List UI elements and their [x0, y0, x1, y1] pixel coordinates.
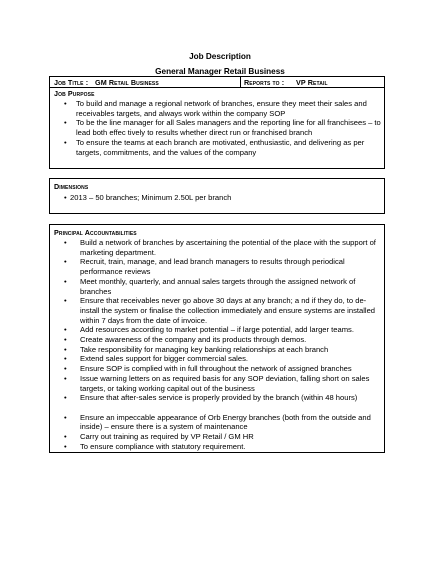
list-item: • To be the line manager for all Sales managers and the reporting line for all franchisees – to lead both effec tively to results whether direct run or franchised branch	[64, 118, 381, 138]
bullet-icon: •	[64, 118, 67, 128]
bullet-icon: •	[64, 373, 67, 383]
list-item: • Extend sales support for bigger commercial sales.	[64, 354, 248, 364]
bullet-icon: •	[64, 137, 67, 147]
bullet-icon: •	[64, 238, 67, 247]
job-purpose-heading: Job Purpose	[54, 89, 95, 98]
list-item: • Ensure an impeccable appearance of Orb Energy branches (both from the outside and inside) – ensure there is a system of maintenance	[64, 412, 371, 432]
job-title-label: Job Title :	[54, 78, 89, 87]
bullet-icon: •	[64, 193, 67, 202]
reports-to-value: VP Retail	[296, 78, 328, 87]
list-item: • Ensure that receivables never go above 30 days at any branch; a nd if they do, to de-install the system or finalise the collection immediately and ensure systems are installed within 7 days from the date of invoice.	[64, 296, 376, 325]
list-item: • To ensure compliance with statutory requirement.	[64, 441, 246, 451]
reports-to-label: Reports to :	[244, 78, 285, 87]
list-item: • To ensure the teams at each branch are motivated, enthusiastic, and delivering as per targets, commitments, and the values of the company	[64, 137, 365, 157]
list-item: • Create awareness of the company and its products through demos.	[64, 335, 307, 345]
list-item: • Ensure that after-sales service is properly provided by the branch (within 48 hours)	[64, 393, 358, 403]
bullet-icon: •	[64, 335, 67, 345]
accountabilities-section	[49, 224, 385, 453]
list-item: • Build a network of branches by ascertaining the potential of the place with the support of marketing department.	[64, 238, 376, 257]
document-subtitle: General Manager Retail Business	[155, 67, 285, 76]
bullet-icon: •	[64, 99, 67, 108]
list-item: • Recruit, train, manage, and lead branch managers to results through periodical performance reviews	[64, 257, 345, 277]
accountabilities-heading: Principal Accountabilities	[54, 228, 137, 237]
bullet-icon: •	[64, 296, 67, 306]
dimensions-list	[64, 193, 382, 203]
bullet-icon: •	[64, 325, 67, 335]
dimensions-heading: Dimensions	[54, 182, 89, 191]
bullet-icon: •	[64, 364, 67, 374]
bullet-icon: •	[64, 344, 67, 354]
job-purpose-section	[49, 87, 385, 169]
list-item: • 2013 – 50 branches; Minimum 2.50L per branch	[64, 193, 232, 202]
bullet-icon: •	[64, 393, 67, 403]
list-item: • Add resources according to market potential – if large potential, add larger teams.	[64, 325, 354, 335]
document-title: Job Description	[189, 52, 251, 61]
bullet-icon: •	[64, 412, 67, 422]
job-purpose-list	[64, 99, 382, 157]
bullet-icon: •	[64, 257, 67, 267]
list-item: • Take responsibility for managing key banking relationships at each branch	[64, 344, 329, 354]
list-item: • Carry out training as required by VP Retail / GM HR	[64, 432, 254, 442]
job-title-value: GM Retail Business	[95, 78, 159, 87]
list-item-blank	[64, 403, 382, 413]
dimensions-section	[49, 178, 385, 214]
list-item: • Meet monthly, quarterly, and annual sales targets through the assigned network of branches	[64, 276, 356, 296]
bullet-icon: •	[64, 354, 67, 364]
list-item: • To build and manage a regional network of branches, ensure they meet their sales and receivables targets, and always work within the company SOP	[64, 99, 367, 118]
list-item: • Issue warning letters on as required basis for any SOP deviation, falling short on sales targets, or taking working capital out of the business	[64, 373, 370, 393]
list-item: • Ensure SOP is complied with in full throughout the network of assigned branches	[64, 364, 352, 374]
bullet-icon: •	[64, 432, 67, 442]
accountabilities-list	[64, 238, 382, 451]
bullet-icon: •	[64, 441, 67, 451]
bullet-icon: •	[64, 276, 67, 286]
